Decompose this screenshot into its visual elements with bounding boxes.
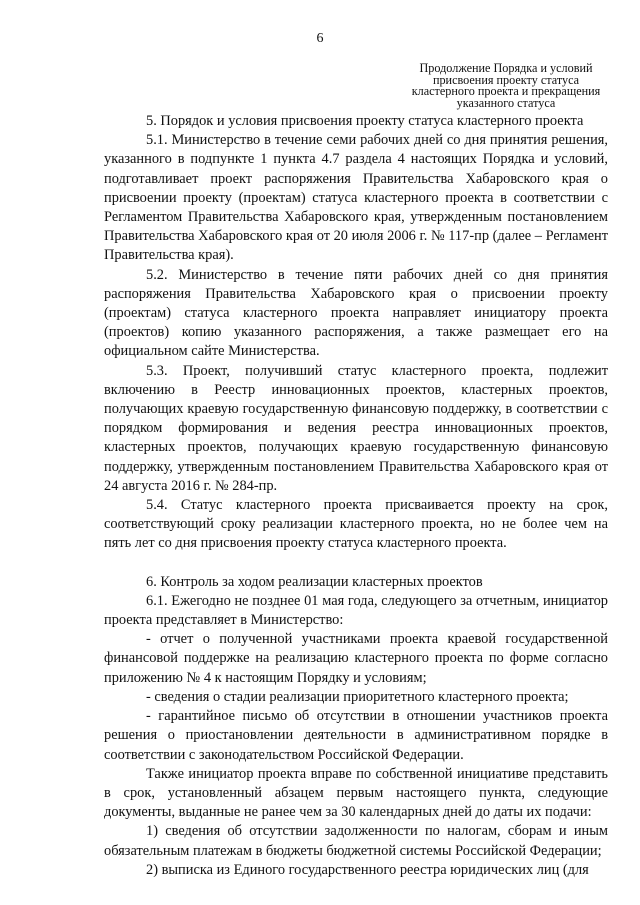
- section-heading: 6. Контроль за ходом реализации кластерных проектов: [146, 573, 483, 590]
- continuation-line: присвоения проекту статуса: [432, 72, 580, 87]
- paragraph: Также инициатор проекта вправе по собственной инициативе представить в срок, установленный абзацем первым настоящего пункта, следующие документы, выданные не ранее чем за 30 календарных дней до даты их подачи:: [104, 765, 608, 821]
- continuation-header: [388, 63, 624, 109]
- continuation-line: указанного статуса: [456, 95, 556, 110]
- paragraph: 5.3. Проект, получивший статус кластерного проекта, подлежит включению в Реестр инновационных проектов, кластерных проектов, получающих краевую государственную финансовую поддержку, в соответствии с порядком формирования и ведения реестра инновационных проектов, кластерных проектов, получающих краевую государственную финансовую поддержку, утвержденным постановлением Правительства Хабаровского края от 24 августа 2016 г. № 284-пр.: [104, 362, 608, 494]
- page-number: 6: [316, 31, 324, 46]
- list-item: 2) выписка из Единого государственного реестра юридических лиц (для: [146, 861, 589, 878]
- paragraph: 5.4. Статус кластерного проекта присваивается проекту на срок, соответствующий сроку реализации кластерного проекта, но не более чем на пять лет со дня присвоения проекту статуса кластерного проекта.: [104, 497, 608, 552]
- list-item: - гарантийное письмо об отсутствии в отношении участников проекта решения о приостановлении деятельности в административном порядке в соответствии с законодательством Российской Федерации.: [104, 708, 608, 763]
- continuation-line: Продолжение Порядка и условий: [419, 61, 593, 75]
- paragraph: 5.1. Министерство в течение семи рабочих дней со дня принятия решения, указанного в подпункте 1 пункта 4.7 раздела 4 настоящих Порядка и условий, подготавливает проект распоряжения Правительства Хабаровского края о присвоении проекту (проектам) статуса кластерного проекта в соответствии с Регламентом Правительства Хабаровского края, утвержденным постановлением Правительства Хабаровского края от 20 июля 2006 г. № 117-пр (далее – Регламент Правительства края).: [104, 132, 609, 264]
- paragraph: 5.2. Министерство в течение пяти рабочих дней со дня принятия распоряжения Правительства Хабаровского края о присвоении проекту (проектам) статуса кластерного проекта направляет инициатору проекта (проектов) копию указанного распоряжения, а также размещает его на официальном сайте Министерства.: [104, 266, 608, 360]
- paragraph: 6.1. Ежегодно не позднее 01 мая года, следующего за отчетным, инициатор проекта представляет в Министерство:: [104, 592, 608, 629]
- continuation-line: кластерного проекта и прекращения: [411, 84, 601, 98]
- list-item: 1) сведения об отсутствии задолженности по налогам, сборам и иным обязательным платежам в бюджеты бюджетной системы Российской Федерации;: [104, 823, 608, 859]
- list-item: - сведения о стадии реализации приоритетного кластерного проекта;: [146, 688, 569, 705]
- document-body: [104, 112, 608, 880]
- list-item: - отчет о полученной участниками проекта краевой государственной финансовой поддержке на реализацию кластерного проекта по форме согласно приложению № 4 к настоящим Порядку и условиям;: [104, 631, 608, 686]
- section-heading: 5. Порядок и условия присвоения проекту статуса кластерного проекта: [146, 113, 584, 129]
